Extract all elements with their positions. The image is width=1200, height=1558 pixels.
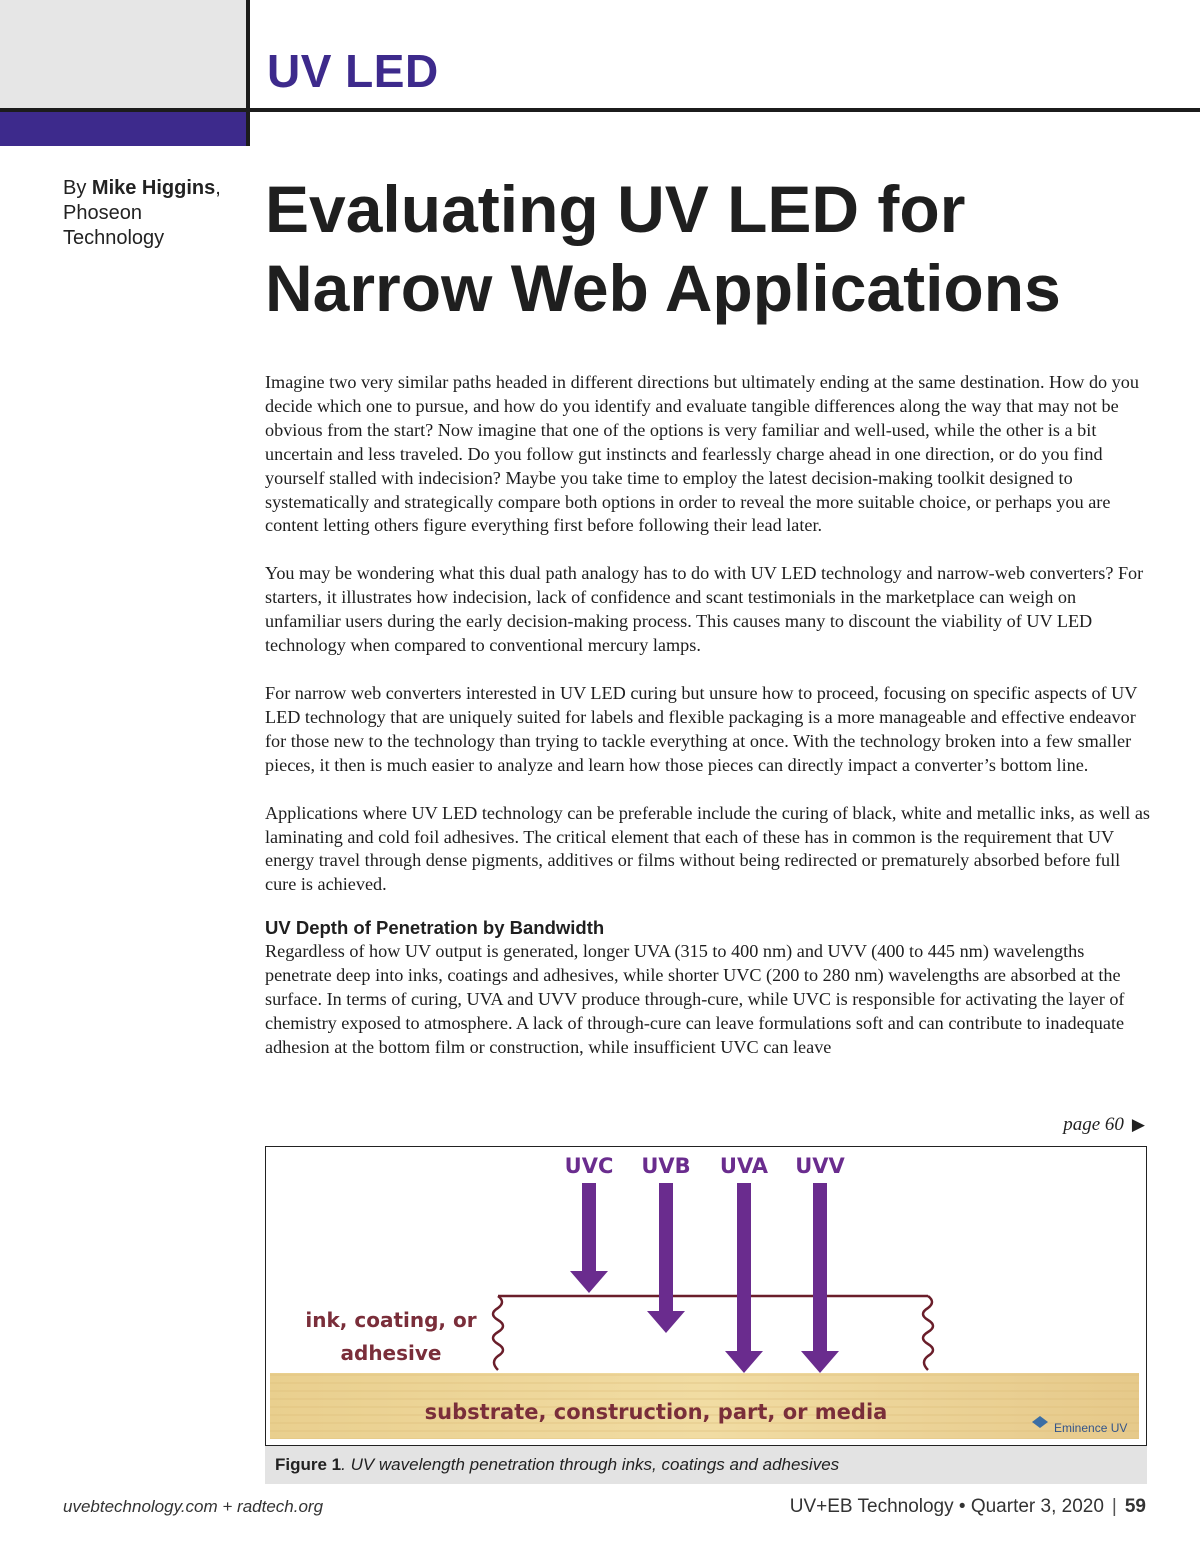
continue-arrow-icon: ▶: [1131, 1115, 1145, 1134]
byline-org-line1: Phoseon: [63, 202, 142, 224]
footer-publication: [790, 1496, 1146, 1518]
uva-arrow-icon: [725, 1183, 763, 1373]
figure-1: [265, 1146, 1147, 1446]
section-title: UV LED: [267, 45, 439, 97]
article-title-line2: Narrow Web Applications: [265, 251, 1061, 325]
logo-text: Eminence UV: [1054, 1421, 1128, 1435]
body-paragraph: Applications where UV LED technology can be preferable include the curing of black, white and metallic inks, as well as laminating and cold foil adhesives. The critical element that each of these has in common is the requirement that UV energy travel through dense pigments, additives or films without being redirected or prematurely absorbed before full cure is achieved.: [265, 802, 1150, 895]
uvb-arrow-icon: [647, 1183, 685, 1333]
uvc-arrow-icon: [570, 1183, 608, 1293]
body-paragraph: Imagine two very similar paths headed in different directions but ultimately ending at the same destination. How do you decide which one to pursue, and how do you identify and evaluate tangible differences along the way that may not be obvious from the start? Now imagine that one of the options is very familiar and well-used, while the other is a bit uncertain and less traveled. Do you follow gut instincts and fearlessly charge ahead in one direction, or do you find yourself stalled with indecision? Maybe you take time to employ the latest decision-making toolkit designed to systematically and strategically compare both options in order to reveal the more suitable choice, or perhaps you are content letting others figure everything first before following their lead later.: [265, 372, 1139, 536]
band-label-uvc: UVC: [564, 1154, 614, 1178]
body-paragraph: For narrow web converters interested in UV LED curing but unsure how to proceed, focusing on specific aspects of UV LED technology that are uniquely suited for labels and flexible packaging is a more manageable and effective endeavor for those new to the technology than trying to tackle everything at once. With the technology broken into a few smaller pieces, it then is much easier to analyze and learn how those pieces can directly impact a converter’s bottom line.: [265, 682, 1138, 775]
ink-layer-left-edge: [493, 1296, 503, 1370]
byline-author: Mike Higgins: [91, 177, 216, 199]
body-paragraph: Regardless of how UV output is generated, longer UVA (315 to 400 nm) and UVV (400 to 445 nm) wavelengths penetrate deep into inks, coatings and adhesives, while shorter UVC (200 to 280 nm) wavelengths are absorbed at the surface. In terms of curing, UVA and UVV produce through-cure, while UVC is responsible for activating the layer of chemistry exposed to atmosphere. A lack of through-cure can leave formulations soft and can contribute to inadequate adhesion at the bottom film or construction, while insufficient UVC can leave: [265, 941, 1125, 1057]
figure-illustration: [266, 1147, 1146, 1445]
header-purple-band: [0, 112, 246, 146]
article-title-line1: Evaluating UV LED for: [265, 172, 966, 246]
article-body: [265, 371, 1150, 1060]
band-label-uvb: UVB: [641, 1154, 691, 1178]
subheading: UV Depth of Penetration by Bandwidth: [265, 917, 605, 939]
footer-separator: |: [1111, 1496, 1117, 1517]
header-rule-horizontal: [0, 108, 1200, 112]
footer-publication-name: UV+EB Technology • Quarter 3, 2020: [789, 1496, 1104, 1517]
caption-label: Figure 1: [275, 1455, 342, 1474]
caption-text: . UV wavelength penetration through inks, coatings and adhesives: [341, 1455, 840, 1474]
byline-comma: ,: [215, 177, 221, 199]
band-label-uvv: UVV: [795, 1154, 845, 1178]
continued-on-link[interactable]: [1063, 1114, 1145, 1136]
header-gray-block: [0, 0, 246, 110]
layer-label-line1: ink, coating, or: [305, 1308, 477, 1332]
byline-org-line2: Technology: [63, 227, 165, 249]
byline-prefix: By: [63, 177, 87, 199]
substrate-label: substrate, construction, part, or media: [424, 1400, 888, 1424]
band-label-uva: UVA: [719, 1154, 769, 1178]
header-rule-vertical: [246, 0, 250, 146]
ink-layer-right-edge: [923, 1296, 933, 1370]
figure-caption: [265, 1446, 1147, 1484]
continued-page: page 60: [1063, 1114, 1124, 1135]
uvv-arrow-icon: [801, 1183, 839, 1373]
page-number: 59: [1124, 1496, 1146, 1517]
article-title: [265, 170, 1165, 328]
layer-label-line2: adhesive: [340, 1341, 442, 1365]
byline: [63, 176, 238, 251]
footer-websites[interactable]: uvebtechnology.com + radtech.org: [63, 1497, 324, 1516]
body-paragraph: You may be wondering what this dual path analogy has to do with UV LED technology and narrow-web converters? For starters, it illustrates how indecision, lack of confidence and scant testimonials in the marketplace can weigh on unfamiliar users during the early decision-making process. This causes many to discount the viability of UV LED technology when compared to conventional mercury lamps.: [265, 563, 1144, 656]
